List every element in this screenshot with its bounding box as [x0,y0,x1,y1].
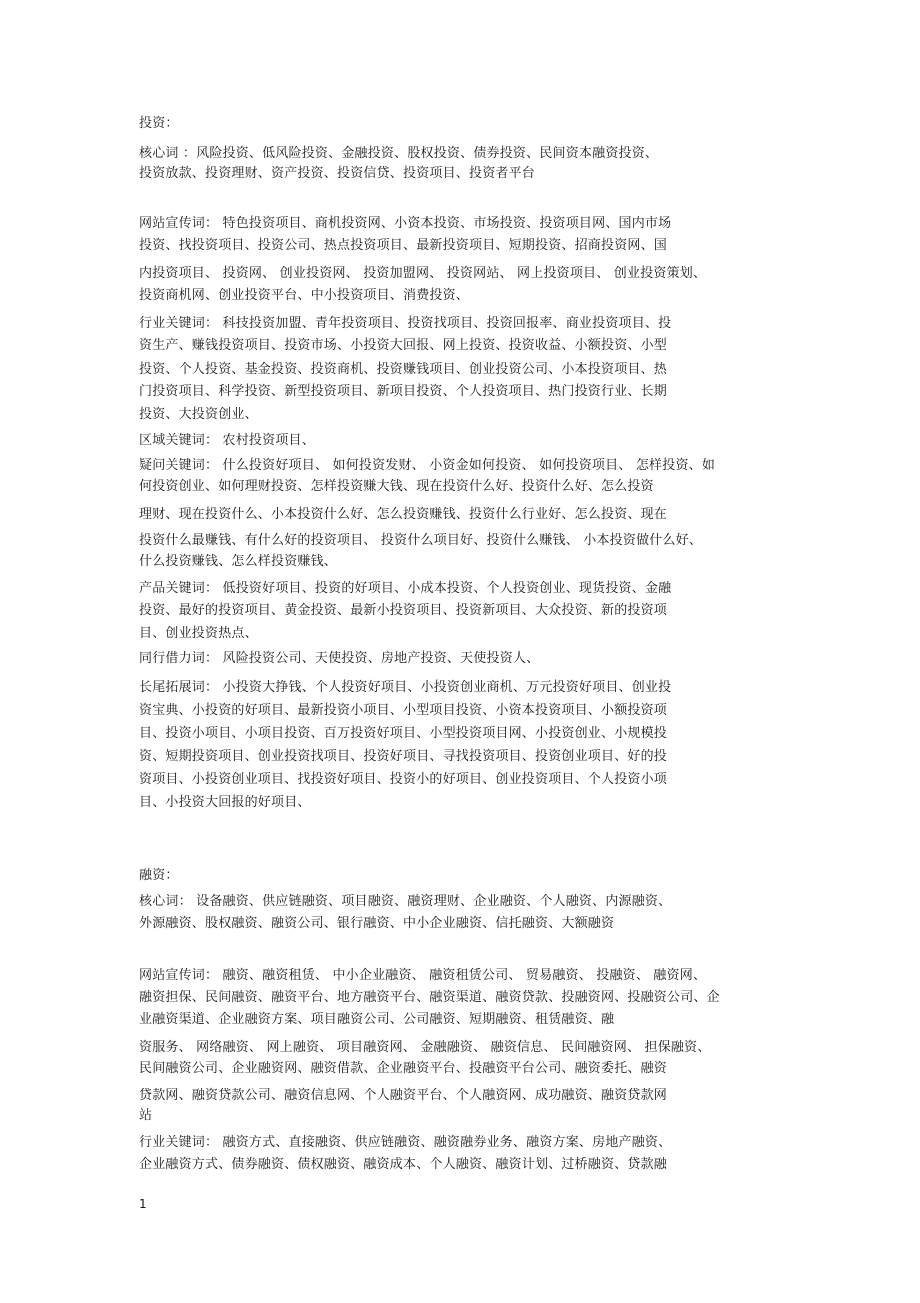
text-line: 投资、找投资项目、投资公司、热点投资项目、最新投资项目、短期投资、招商投资网、国 [139,238,668,253]
text-line: 外源融资、股权融资、融资公司、银行融资、中小企业融资、信托融资、大额融资 [139,916,615,931]
text-line: 民间融资公司、企业融资网、融资借款、企业融资平台、投融资平台公司、融资委托、融资 [139,1061,668,1076]
text-line: 融资担保、民间融资、融资平台、地方融资平台、融资渠道、融资贷款、投融资网、投融资公司、企 [139,990,720,1005]
text-line: 区域关键词： 农村投资项目、 [139,433,315,448]
text-line: 投资、最好的投资项目、黄金投资、最新小投资项目、投资新项目、大众投资、新的投资项 [139,603,668,618]
text-line: 目、投资小项目、小项目投资、百万投资好项目、小型投资项目网、小投资创业、小规模投 [139,726,668,741]
page-number: 1 [139,1197,147,1211]
text-line: 投资： [139,116,179,131]
text-line: 目、创业投资热点、 [139,626,258,641]
text-line: 核心词： 设备融资、供应链融资、项目融资、融资理财、企业融资、个人融资、内源融资、 [139,894,672,909]
text-line: 投资、个人投资、基金投资、投资商机、投资赚钱项目、创业投资公司、小本投资项目、热 [139,362,668,377]
text-line: 网站宣传词： 特色投资项目、商机投资网、小资本投资、市场投资、投资项目网、国内市场 [139,216,672,231]
text-line: 产品关键词： 低投资好项目、投资的好项目、小成本投资、个人投资创业、现货投资、金融 [139,581,672,596]
text-line: 内投资项目、 投资网、 创业投资网、 投资加盟网、 投资网站、 网上投资项目、 创业投资策划、 [139,266,707,281]
text-line: 核心词 ：风险投资、低风险投资、金融投资、股权投资、债券投资、民间资本融资投资、 [139,146,659,161]
text-line: 业融资渠道、企业融资方案、项目融资公司、公司融资、短期融资、租赁融资、融 [139,1012,615,1027]
text-line: 资宝典、小投资的好项目、最新投资小项目、小型项目投资、小资本投资项目、小额投资项 [139,703,668,718]
text-line: 资生产、赚钱投资项目、投资市场、小投资大回报、网上投资、投资收益、小额投资、小型 [139,338,668,353]
text-line: 门投资项目、科学投资、新型投资项目、新项目投资、个人投资项目、热门投资行业、长期 [139,384,668,399]
text-line: 同行借力词： 风险投资公司、天使投资、房地产投资、天使投资人、 [139,651,540,666]
text-line: 站 [139,1108,153,1123]
text-line: 目、小投资大回报的好项目、 [139,795,311,810]
text-line: 理财、现在投资什么、小本投资什么好、怎么投资赚钱、投资什么行业好、怎么投资、现在 [139,507,668,522]
text-line: 行业关键词： 融资方式、直接融资、供应链融资、融资融券业务、融资方案、房地产融资、 [139,1135,672,1150]
text-line: 投资商机网、创业投资平台、中小投资项目、消费投资、 [139,288,470,303]
text-line: 资服务、 网络融资、 网上融资、 项目融资网、 金融融资、 融资信息、 民间融资网、 担保融资、 [139,1040,711,1055]
text-line: 什么投资赚钱、怎么样投资赚钱、 [139,554,338,569]
text-line: 投资、大投资创业、 [139,407,258,422]
text-line: 企业融资方式、债券融资、债权融资、融资成本、个人融资、融资计划、过桥融资、贷款融 [139,1157,668,1172]
text-line: 何投资创业、如何理财投资、怎样投资赚大钱、现在投资什么好、投资什么好、怎么投资 [139,479,654,494]
text-line: 行业关键词： 科技投资加盟、青年投资项目、投资找项目、投资回报率、商业投资项目、投 [139,316,672,331]
text-line: 网站宣传词： 融资、融资租赁、 中小企业融资、 融资租赁公司、 贸易融资、 投融资、 融资网、 [139,968,707,983]
text-line: 贷款网、融资贷款公司、融资信息网、个人融资平台、个人融资网、成功融资、融资贷款网 [139,1088,668,1103]
text-line: 融资： [139,868,179,883]
text-line: 长尾拓展词： 小投资大挣钱、个人投资好项目、小投资创业商机、万元投资好项目、创业投 [139,680,672,695]
text-line: 投资放款、投资理财、资产投资、投资信贷、投资项目、投资者平台 [139,166,536,181]
text-line: 资项目、小投资创业项目、找投资好项目、投资小的好项目、创业投资项目、个人投资小项 [139,772,668,787]
text-line: 投资什么最赚钱、有什么好的投资项目、 投资什么项目好、投资什么赚钱、 小本投资做什么好、 [139,533,703,548]
text-line: 疑问关键词： 什么投资好项目、 如何投资发财、 小资金如何投资、 如何投资项目、 怎样投资、如 [139,458,716,473]
text-line: 资、短期投资项目、创业投资找项目、投资好项目、寻找投资项目、投资创业项目、好的投 [139,749,668,764]
